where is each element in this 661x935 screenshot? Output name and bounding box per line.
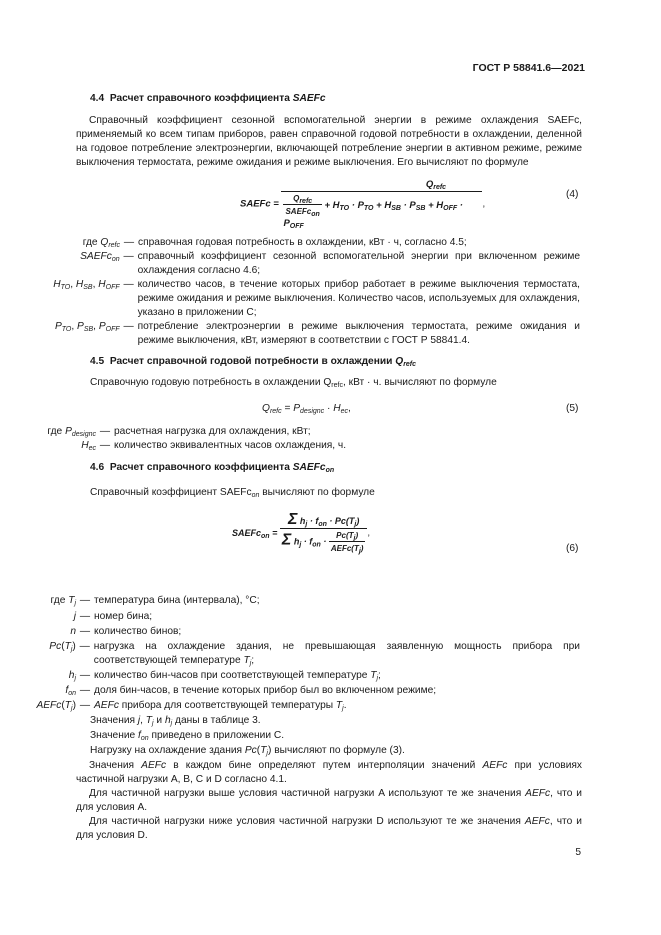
definition-p-designc: где $P_{designc}$ — расчетная нагрузка для охлаждения, кВт; (47, 426, 311, 438)
formula-4: SAEFc = $Q_{refc}$ $\frac{Q_{refc}}{SAEFc_{on}}$ + $H_{TO} \cdot P_{TO} + H_{SB} \cdot P_{SB} + H_{OFF} \cdot P_{OFF}$ , (240, 179, 486, 231)
definition-aefc-tj: $AEFc(T_j)$ — AEFc прибора для соответствующей температуры $T_j$. (36, 700, 347, 712)
equation-number-6: (6) (566, 543, 579, 554)
section-4-4-heading: 4.4 Расчет справочного коэффициента SAEFc (90, 93, 326, 104)
note-condition-a: Для частичной нагрузки выше условия частичной нагрузки A используют те же значения AEFc, что и для условия A. (76, 788, 582, 814)
definition-h-j: $h_j$ — количество бин-часов при соответствующей температуре $T_j$; (68, 670, 381, 682)
definition-t-j: где $T_j$ — температура бина (интервала), °С; (50, 595, 260, 607)
definition-q-refc: где $Q_{refc}$ — справочная годовая потребность в охлаждении, кВт · ч, согласно 4.5; (82, 237, 467, 249)
equation-number-5: (5) (566, 403, 579, 414)
definition-saefc-on: SAEFc$_{on}$ — справочный коэффициент сезонной вспомогательной энергии при включенном режиме охлаждения согласно 4.6; (80, 251, 580, 277)
section-4-4-paragraph: Справочный коэффициент сезонной вспомогательной энергии в режиме охлаждения SAEFc, применяемый ко всем типам приборов, равен справочной годовой потребности в охлаждении, деленной на годовое потребление электроэнергии, включающей потребление энергии в активном режиме, режиме выключения термостата, режиме ожидания и режиме выключения. Его вычисляют по формуле (76, 115, 582, 169)
page-number: 5 (575, 847, 581, 858)
definition-n: n — количество бинов; (70, 626, 182, 637)
definition-h-ec: $H_{ec}$ — количество эквивалентных часов охлаждения, ч. (81, 440, 347, 452)
section-4-6-heading: 4.6 Расчет справочного коэффициента SAEFc$_{on}$ (90, 462, 335, 474)
section-4-6-paragraph: Справочный коэффициент SAEFc$_{on}$ вычисляют по формуле (90, 487, 375, 499)
note-formula-3: Нагрузку на охлаждение здания $Pc(T_j)$ вычисляют по формуле (3). (90, 745, 405, 757)
note-condition-d: Для частичной нагрузки ниже условия частичной нагрузки D используют те же значения AEFc, что и для условия D. (76, 816, 582, 842)
note-interpolation: Значения AEFc в каждом бине определяют путем интерполяции значений AEFc при условиях частичной нагрузки A, B, C и D согласно 4.1. (76, 760, 583, 786)
definition-power: $P_{TO}$, $P_{SB}$, $P_{OFF}$ — потребление электроэнергии в режиме выключения термостата, режиме ожидания и режиме выключения, кВт, измеряют в соответствии с ГОСТ Р 58841.4. (54, 321, 580, 347)
note-f-on: Значение $f_{on}$ приведено в приложении С. (90, 730, 285, 742)
standard-header: ГОСТ Р 58841.6—2021 (472, 62, 585, 74)
definition-pc-tj: $Pc(T_j)$ — нагрузка на охлаждение здания, не превышающая заявленную мощность прибора при соответствующей температуре $T_j$; (49, 641, 580, 668)
section-4-5-paragraph: Справочную годовую потребность в охлаждении $Q_{refc}$, кВт · ч. вычисляют по формуле (90, 377, 497, 389)
section-4-5-heading: 4.5 Расчет справочной годовой потребности в охлаждении $Q_{refc}$ (90, 356, 417, 368)
note-table-3: Значения j, $T_j$ и $h_j$ даны в таблице 3. (90, 715, 261, 727)
definition-f-on: $f_{on}$ — доля бин-часов, в течение которых прибор был во включенном режиме; (65, 685, 437, 697)
definition-j: j — номер бина; (73, 611, 153, 622)
equation-number-4: (4) (566, 189, 579, 200)
formula-5: $Q_{refc} = P_{designc} \cdot H_{ec}$, (262, 403, 351, 415)
formula-6: SAEFc$_{on}$ = Σ $h_j \cdot f_{on} \cdot Pc(T_j)$ Σ $h_j \cdot f_{on}$ · $\frac{Pc(T_j)}{AEFc(T_j)}$ , (232, 511, 370, 556)
definition-hours: $H_{TO}$, $H_{SB}$, $H_{OFF}$ — количество часов, в течение которых прибор работает в режиме выключения термостата, режиме ожидания и режиме выключения. Количество часов, используемых для охлаждения, указано в приложении С; (53, 279, 580, 319)
